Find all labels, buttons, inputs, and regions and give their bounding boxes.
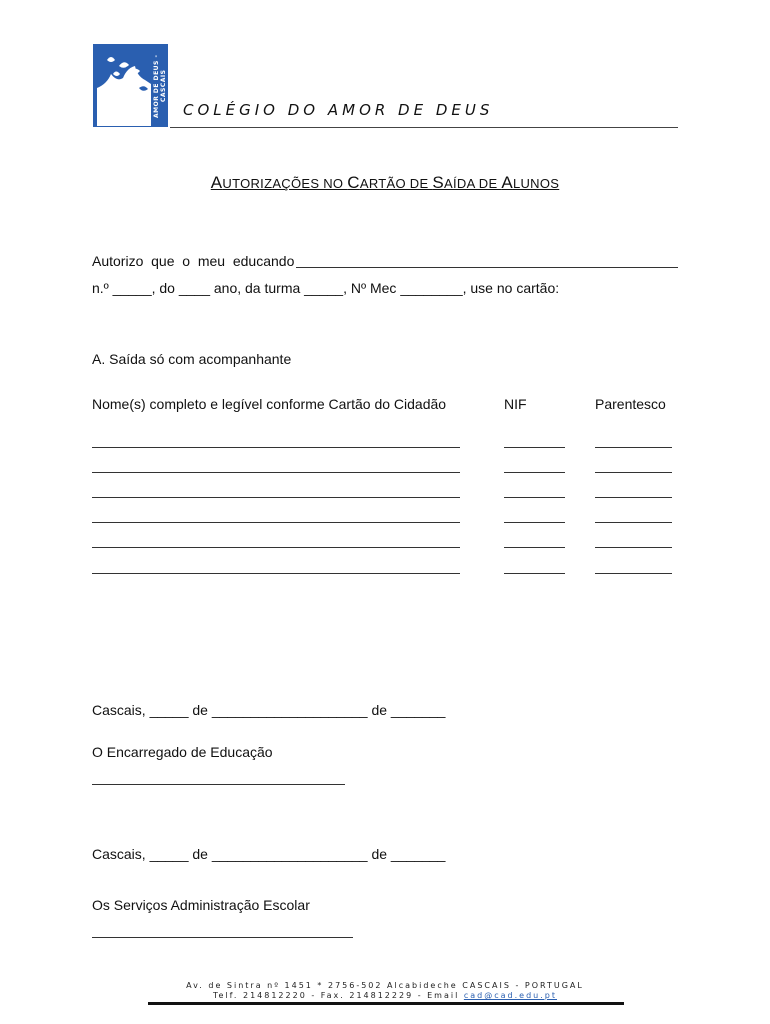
companion-relation-field[interactable]	[595, 522, 672, 523]
companion-relation-field[interactable]	[595, 447, 672, 448]
school-name: COLÉGIO DO AMOR DE DEUS	[183, 101, 494, 119]
column-header-name: Nome(s) completo e legível conforme Cartão do Cidadão	[92, 396, 447, 412]
logo-vertical-text: AMOR DE DEUS - CASCAIS	[153, 54, 167, 118]
companion-nif-field[interactable]	[504, 447, 565, 448]
companion-relation-field[interactable]	[595, 472, 672, 473]
guardian-signature-field[interactable]	[92, 784, 345, 785]
signature-role-admin: Os Serviços Administração Escolar	[92, 897, 310, 913]
companion-relation-field[interactable]	[595, 573, 672, 574]
companion-name-field[interactable]	[92, 573, 460, 574]
companion-relation-field[interactable]	[595, 497, 672, 498]
companion-name-field[interactable]	[92, 522, 460, 523]
intro-line-2: n.º _____, do ____ ano, da turma _____, Nº Mec ________, use no cartão:	[92, 280, 560, 296]
companion-nif-field[interactable]	[504, 547, 565, 548]
student-name-field[interactable]	[296, 267, 678, 268]
column-header-nif: NIF	[504, 396, 527, 412]
companion-nif-field[interactable]	[504, 573, 565, 574]
signature-role-guardian: O Encarregado de Educação	[92, 744, 273, 760]
companion-name-field[interactable]	[92, 447, 460, 448]
column-header-parentesco: Parentesco	[595, 396, 666, 412]
intro-line-1: Autorizo que o meu educando	[92, 253, 295, 269]
footer-email-link[interactable]: cad@cad.edu.pt	[463, 991, 558, 1000]
companion-nif-field[interactable]	[504, 497, 565, 498]
companion-nif-field[interactable]	[504, 472, 565, 473]
companion-name-field[interactable]	[92, 472, 460, 473]
signature-date-line-guardian: Cascais, _____ de ____________________ de _______	[92, 702, 446, 718]
companion-relation-field[interactable]	[595, 547, 672, 548]
school-logo	[93, 44, 168, 127]
header-divider	[170, 127, 678, 128]
document-title: AUTORIZAÇÕES NO CARTÃO DE SAÍDA DE ALUNOS	[210, 173, 560, 192]
section-a-heading: A. Saída só com acompanhante	[92, 351, 292, 367]
footer-address: Av. de Sintra nº 1451 * 2756-502 Alcabideche CASCAIS - PORTUGAL	[186, 981, 584, 990]
companion-name-field[interactable]	[92, 547, 460, 548]
footer-divider	[148, 1002, 624, 1005]
signature-date-line-admin: Cascais, _____ de ____________________ de _______	[92, 846, 446, 862]
companion-nif-field[interactable]	[504, 522, 565, 523]
footer-contact: Telf. 214812220 - Fax. 214812229 - Email cad@cad.edu.pt	[212, 991, 558, 1000]
admin-signature-field[interactable]	[92, 937, 353, 938]
companion-name-field[interactable]	[92, 497, 460, 498]
